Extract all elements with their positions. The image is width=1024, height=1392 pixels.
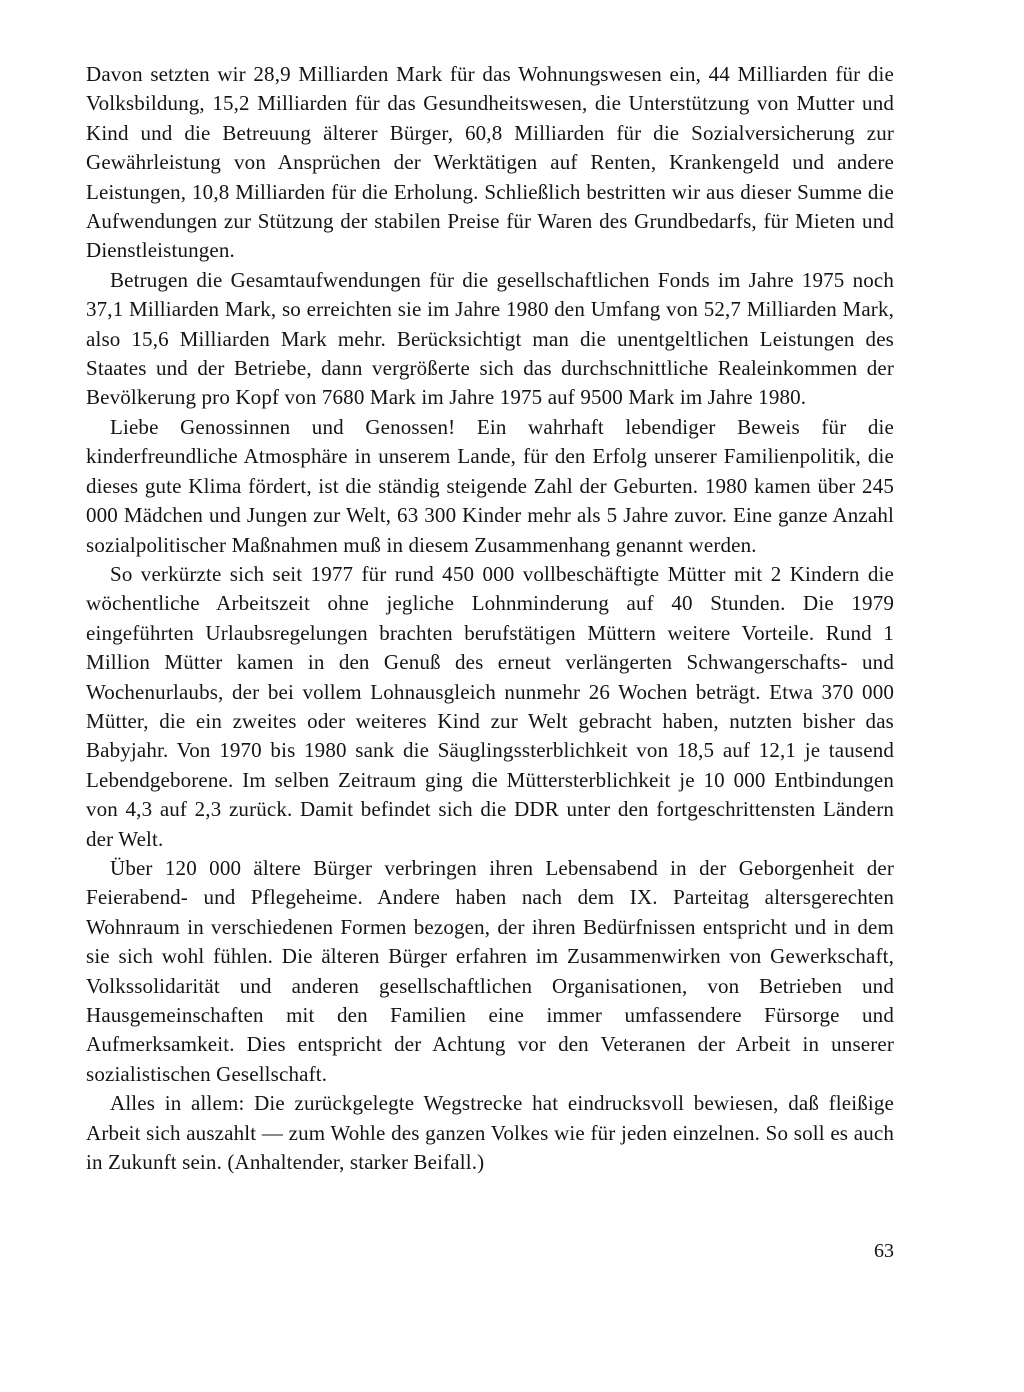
paragraph: Betrugen die Gesamtaufwendungen für die gesellschaftlichen Fonds im Jahre 1975 noch 37,1 Milliarden Mark, so erreichten sie im Jahre 1980 den Umfang von 52,7 Milliarden Mark, also 15,6 Milliarden Mark mehr. Berücksichtigt man die unentgeltlichen Leistungen des Staates und der Betriebe, dann vergrößerte sich das durchschnittliche Realeinkommen der Bevölkerung pro Kopf von 7680 Mark im Jahre 1975 auf 9500 Mark im Jahre 1980. — [86, 267, 894, 410]
paragraph: Davon setzten wir 28,9 Milliarden Mark für das Wohnungswesen ein, 44 Milliarden für die Volksbildung, 15,2 Milliarden für das Gesundheitswesen, die Unterstützung von Mutter und Kind und die Betreuung älterer Bürger, 60,8 Milliarden für die Sozialversicherung zur Gewährleistung von Ansprüchen der Werktätigen auf Renten, Krankengeld und andere Leistungen, 10,8 Milliarden für die Erholung. Schließlich bestritten wir aus dieser Summe die Aufwendungen zur Stützung der stabilen Preise für Waren des Grundbedarfs, für Mieten und Dienstleistungen. — [86, 62, 894, 263]
paragraph: Über 120 000 ältere Bürger verbringen ihren Lebensabend in der Geborgenheit der Feierabend- und Pflegeheime. Andere haben nach dem IX. Parteitag altersgerechten Wohnraum in verschiedenen Formen bezogen, der ihren Bedürfnissen entspricht und in dem sie sich wohl fühlen. Die älteren Bürger erfahren im Zusammenwirken von Gewerkschaft, Volkssolidarität und anderen gesellschaftlichen Organisationen, von Betrieben und Hausgemeinschaften mit den Familien eine immer umfassendere Fürsorge und Aufmerksamkeit. Dies entspricht der Achtung vor den Veteranen der Arbeit in unserer sozialistischen Gesellschaft. — [86, 855, 894, 1086]
paragraph: Alles in allem: Die zurückgelegte Wegstrecke hat eindrucksvoll bewiesen, daß fleißige Arbeit sich auszahlt — zum Wohle des ganzen Volkes wie für jeden einzelnen. So soll es auch in Zukunft sein. (Anhaltender, starker Beifall.) — [86, 1091, 894, 1175]
paragraph: Liebe Genossinnen und Genossen! Ein wahrhaft lebendiger Beweis für die kinderfreundliche Atmosphäre in unserem Lande, für den Erfolg unserer Familienpolitik, die dieses gute Klima fördert, ist die ständig steigende Zahl der Geburten. 1980 kamen über 245 000 Mädchen und Jungen zur Welt, 63 300 Kinder mehr als 5 Jahre zuvor. Eine ganze Anzahl sozialpolitischer Maßnahmen muß in diesem Zusammenhang genannt werden. — [86, 414, 894, 557]
body-text — [86, 60, 894, 1177]
page-number: 63 — [874, 1240, 894, 1262]
paragraph: So verkürzte sich seit 1977 für rund 450 000 vollbeschäftigte Mütter mit 2 Kindern die wöchentliche Arbeitszeit ohne jegliche Lohnminderung auf 40 Stunden. Die 1979 eingeführten Urlaubsregelungen brachten berufstätigen Müttern weitere Vorteile. Rund 1 Million Mütter kamen in den Genuß des erneut verlängerten Schwangerschafts- und Wochenurlaubs, der bei vollem Lohnausgleich nunmehr 26 Wochen beträgt. Etwa 370 000 Mütter, die ein zweites oder weiteres Kind zur Welt gebracht haben, nutzten bisher das Babyjahr. Von 1970 bis 1980 sank die Säuglingssterblichkeit von 18,5 auf 12,1 je tausend Lebendgeborene. Im selben Zeitraum ging die Müttersterblichkeit je 10 000 Entbindungen von 4,3 auf 2,3 zurück. Damit befindet sich die DDR unter den fortgeschrittensten Ländern der Welt. — [86, 561, 894, 851]
